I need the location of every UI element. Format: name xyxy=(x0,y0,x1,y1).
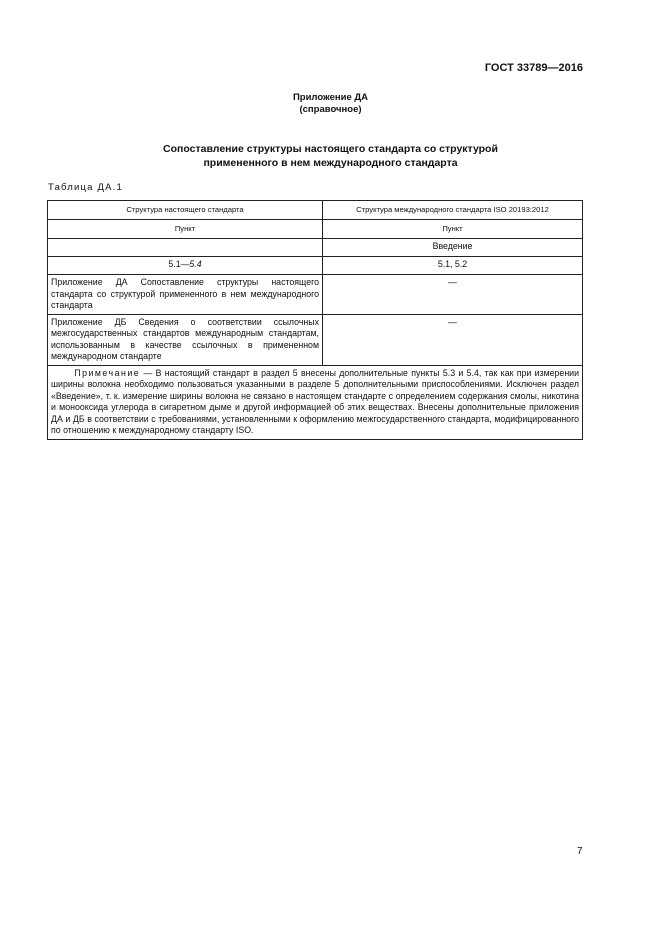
column-header: Структура настоящего стандарта xyxy=(48,201,323,220)
section-title-line1: Сопоставление структуры настоящего стандарта со структурой xyxy=(163,143,498,155)
table-header-row xyxy=(48,201,583,220)
clause-range-italic: 5.4 xyxy=(189,259,202,269)
page-number: 7 xyxy=(577,846,583,857)
note-text: — В настоящий стандарт в раздел 5 внесены дополнительные пункты 5.3 и 5.4, так как при измерении ширины волокна необходимо пользоваться указанными в разделе 5 дополнительными приспособлениями. Исключен раздел «Введение», т. к. измерение ширины волокна не связано в настоящем стандарте с определением содержания смолы, никотина и монооксида углерода в сигаретном дыме и другой информацией об этих веществах. Внесены дополнительные приложения ДА и ДБ в соответствии с требованиями, установленными к оформлению межгосударственного стандарта, модифицированного по отношению к международному стандарту ISO. xyxy=(51,367,579,435)
table-cell: 5.1, 5.2 xyxy=(323,257,583,275)
table-cell: Введение xyxy=(323,239,583,257)
note-label: Примечание xyxy=(74,367,141,378)
column-subheader: Пункт xyxy=(48,220,323,239)
table-cell xyxy=(48,257,323,275)
appendix-heading xyxy=(0,92,661,116)
table-subheader-row xyxy=(48,220,583,239)
comparison-table xyxy=(47,200,583,440)
section-title-line2: примененного в нем международного стандарта xyxy=(203,157,458,169)
document-header: ГОСТ 33789—2016 xyxy=(484,62,583,74)
column-subheader: Пункт xyxy=(323,220,583,239)
table-cell: Приложение ДА Сопоставление структуры настоящего стандарта со структурой примененного в нем международного стандарта xyxy=(48,275,323,315)
table-note xyxy=(48,365,583,439)
table-label: Таблица ДА.1 xyxy=(48,182,123,193)
table-row xyxy=(48,314,583,365)
appendix-subtitle: (справочное) xyxy=(299,104,362,115)
section-title xyxy=(0,142,661,170)
table-note-row xyxy=(48,365,583,439)
table-cell xyxy=(48,239,323,257)
table-cell: Приложение ДБ Сведения о соответствии ссылочных межгосударственных стандартов международным стандартам, использованным в качестве ссылочных в примененном международном стандарте xyxy=(48,314,323,365)
table-cell: — xyxy=(323,314,583,365)
appendix-title: Приложение ДА xyxy=(292,92,369,103)
table-row xyxy=(48,257,583,275)
clause-range-prefix: 5.1— xyxy=(168,259,190,269)
column-header: Структура международного стандарта ISO 20193:2012 xyxy=(323,201,583,220)
table-cell: — xyxy=(323,275,583,315)
table-row xyxy=(48,275,583,315)
table-row xyxy=(48,239,583,257)
